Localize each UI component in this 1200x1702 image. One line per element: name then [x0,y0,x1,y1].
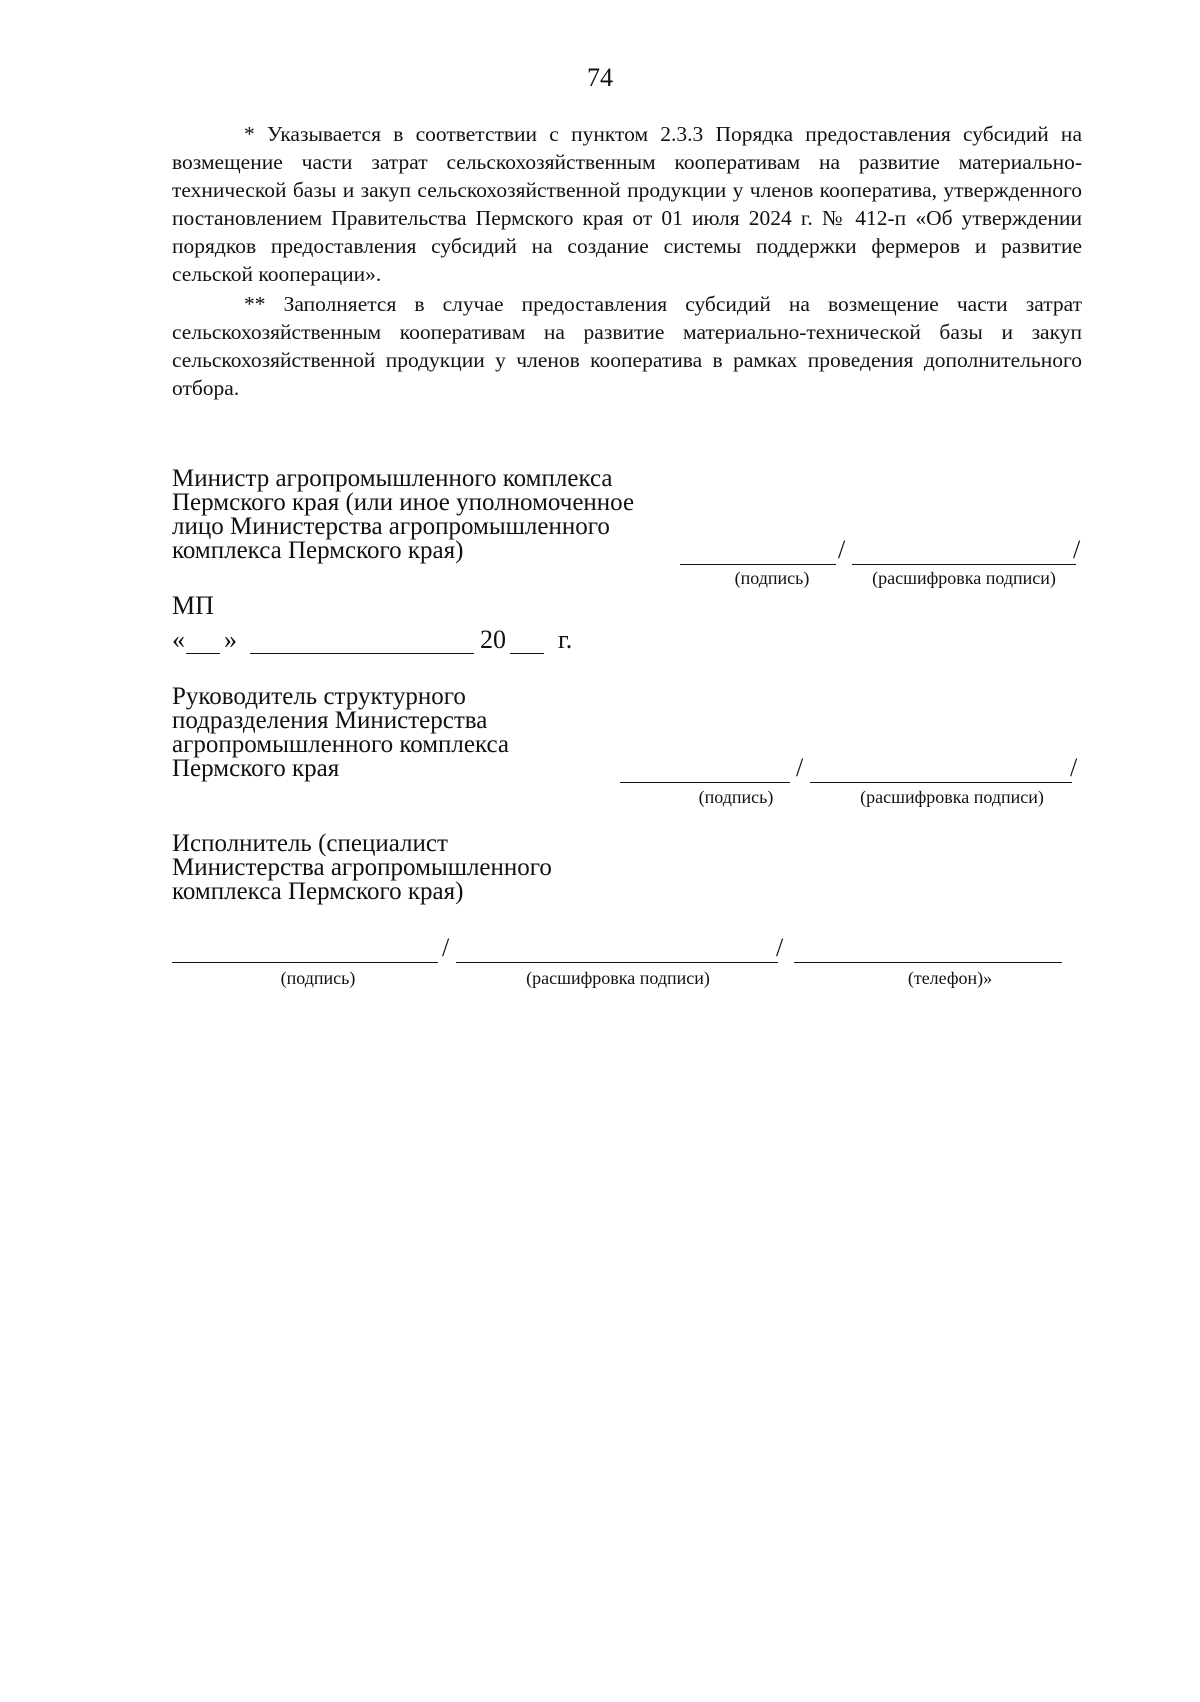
slash: / [796,753,804,782]
unit-head-signature-line [620,782,790,783]
title-line: Пермского края [172,755,340,782]
open-quote: « [172,625,185,654]
unit-head-decode-line [810,782,1072,783]
minister-decode-line [852,564,1076,565]
day-line [186,653,220,654]
decode-caption: (расшифровка подписи) [526,968,710,988]
slash: / [838,535,846,564]
year-line [510,653,544,654]
year-prefix: 20 [480,625,506,654]
phone-caption: (телефон)» [907,968,993,988]
slash: / [1070,753,1078,782]
unit-head-title [172,685,509,781]
minister-title [172,467,634,563]
title-line: Исполнитель (специалист [172,830,448,857]
slash: / [1073,535,1081,564]
title-line: Министр агропромышленного комплекса [172,465,613,492]
decode-caption: (расшифровка подписи) [860,787,1044,807]
title-line: Министерства агропромышленного [172,854,552,881]
signature-caption: (подпись) [698,787,774,807]
title-line: комплекса Пермского края) [172,537,464,564]
executor-signature-line [172,962,438,963]
date-row [172,627,772,657]
title-line: комплекса Пермского края) [172,878,464,905]
signature-caption: (подпись) [734,568,810,588]
minister-signature-line [680,564,836,565]
title-line: Руководитель структурного [172,683,466,710]
month-line [250,653,474,654]
year-suffix: г. [558,625,573,654]
title-line: подразделения Министерства [172,707,488,734]
slash: / [442,933,450,962]
stamp-label: МП [172,591,214,620]
signature-caption: (подпись) [280,968,356,988]
title-line: лицо Министерства агропромышленного [172,513,610,540]
executor-phone-line [794,962,1062,963]
page-number: 74 [587,63,613,92]
title-line: Пермского края (или иное уполномоченное [172,489,635,516]
close-quote: » [224,625,237,654]
executor-title [172,832,552,904]
decode-caption: (расшифровка подписи) [872,568,1056,588]
title-line: агропромышленного комплекса [172,731,510,758]
executor-decode-line [456,962,778,963]
footnote-2: ** Заполняется в случае предоставления субсидий на возмещение части затрат сельскохозяйственным кооперативам на развитие материально-технической базы и закуп сельскохозяйственной продукции у членов кооператива в рамках проведения дополнительного отбора. [172,292,1082,400]
slash: / [776,933,784,962]
footnote-1: * Указывается в соответствии с пунктом 2.3.3 Порядка предоставления субсидий на возмещение части затрат сельскохозяйственным кооперативам на развитие материально-технической базы и закуп сельскохозяйственной продукции у членов кооператива, утвержденного постановлением Правительства Пермского края от 01 июля 2024 г. № 412-п «Об утверждении порядков предоставления субсидий на создание системы поддержки фермеров и развитие сельской кооперации». [172,122,1082,286]
